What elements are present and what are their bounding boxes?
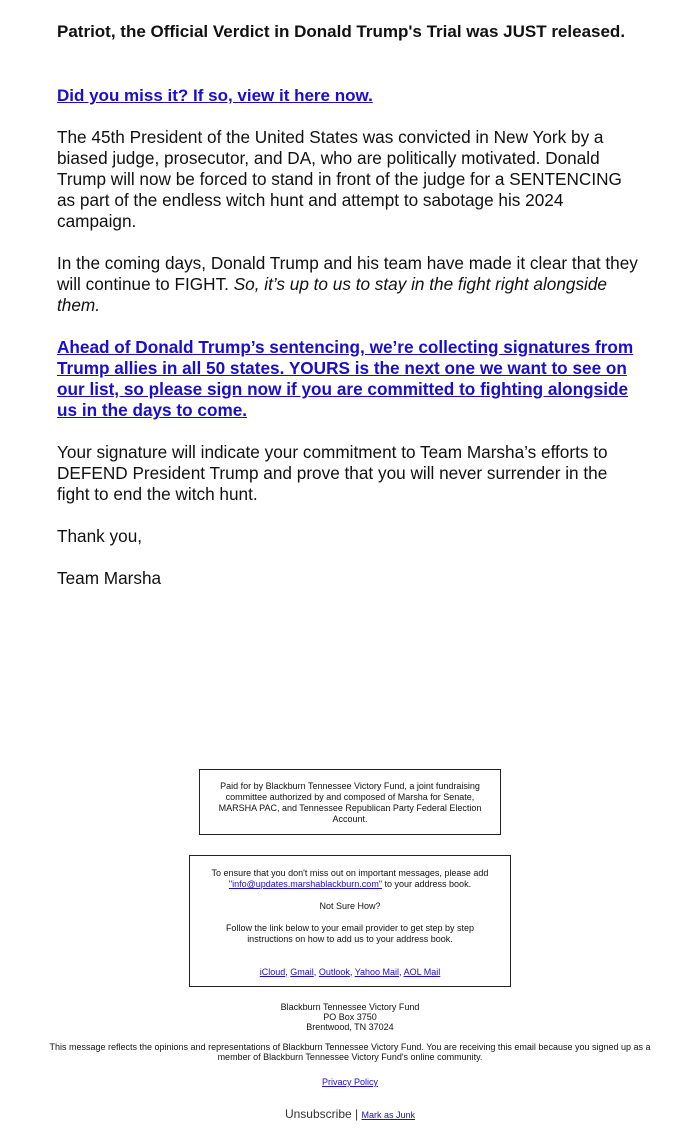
paragraph-conviction: The 45th President of the United States was convicted in New York by a biased judge, prosecutor, and DA, who are politically motivated. Donald Trump will now be forced to stand in front of the judge for a SENTENCING as part of the endless witch hunt and attempt to sabotage his 2024 campaign. <box>57 127 622 231</box>
address-book-text-pre: To ensure that you don't miss out on important messages, please add <box>211 868 489 878</box>
paid-for-text: Paid for by Blackburn Tennessee Victory Fund, a joint fundraising committee authorized by and composed of Marsha for Senate, MARSHA PAC, and Tennessee Republican Party Federal Election Account. <box>218 781 482 824</box>
email-provider-links: iCloud, Gmail, Outlook, Yahoo Mail, AOL Mail <box>259 967 441 977</box>
opinions-disclaimer: This message reflects the opinions and representations of Blackburn Tennessee Victory Fund. You are receiving this email because you signed up as a member of Blackburn Tennessee Victory Fund's online community. <box>49 1042 651 1062</box>
org-name: Blackburn Tennessee Victory Fund <box>280 1002 420 1012</box>
paragraph-fight-text: In the coming days, Donald Trump and his team have made it clear that they will continue to FIGHT. <box>57 253 638 294</box>
address-book-text-post: to your address book. <box>382 879 472 889</box>
not-sure-text: Not Sure How? <box>319 901 381 911</box>
mark-as-junk-link[interactable]: Mark as Junk <box>361 1110 416 1120</box>
icloud-link[interactable]: iCloud <box>259 967 286 977</box>
unsubscribe-link[interactable]: Unsubscribe <box>284 1107 352 1121</box>
closing-text: Thank you, <box>57 526 143 546</box>
yahoo-mail-link[interactable]: Yahoo Mail <box>354 967 400 977</box>
privacy-policy-row <box>0 1077 700 1087</box>
sign-now-link[interactable]: Ahead of Donald Trump’s sentencing, we’re collecting signatures from Trump allies in all 50 states. YOURS is the next one we want to see on our list, so please sign now if you are committed to fighting alongside us in the days to come. <box>57 337 634 420</box>
unsubscribe-row <box>0 1107 700 1122</box>
view-verdict-link[interactable]: Did you miss it? If so, view it here now. <box>57 86 373 105</box>
email-headline: Patriot, the Official Verdict in Donald Trump's Trial was JUST released. <box>57 22 626 41</box>
paragraph-fight <box>57 253 642 316</box>
paragraph-fight-italic: So, it’s up to us to stay in the fight right alongside them. <box>57 274 607 315</box>
privacy-policy-link[interactable]: Privacy Policy <box>321 1077 378 1087</box>
separator: | <box>355 1107 359 1121</box>
outlook-link[interactable]: Outlook <box>318 967 350 977</box>
follow-link-text: Follow the link below to your email provider to get step by step instructions on how to add us to your address book. <box>225 923 475 944</box>
gmail-link[interactable]: Gmail <box>290 967 314 977</box>
sender-email-link[interactable]: "info@updates.marshablackburn.com" <box>228 879 383 889</box>
mailing-address <box>0 1002 700 1032</box>
city-state-zip: Brentwood, TN 37024 <box>306 1022 394 1032</box>
paragraph-commitment: Your signature will indicate your commitment to Team Marsha’s efforts to DEFEND President Trump and prove that you will never surrender in the fight to end the witch hunt. <box>57 442 608 504</box>
address-book-instructions <box>204 868 496 890</box>
signoff-text: Team Marsha <box>57 568 162 588</box>
aol-mail-link[interactable]: AOL Mail <box>403 967 441 977</box>
address-book-box <box>189 855 511 987</box>
po-box: PO Box 3750 <box>323 1012 377 1022</box>
paragraph-signature-cta <box>57 337 642 421</box>
paid-for-disclaimer-box <box>199 769 501 835</box>
